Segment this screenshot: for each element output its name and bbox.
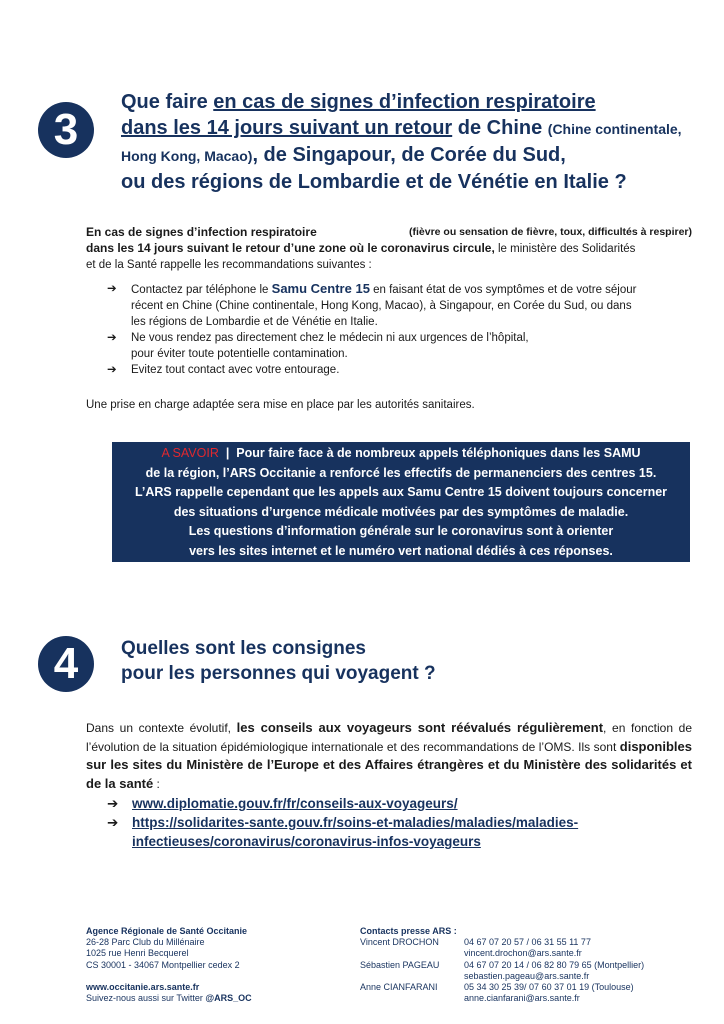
arrow-right-icon: ➔ [107,796,119,811]
bullet-text: Ne vous rendez pas directement chez le médecin ni aux urgences de l’hôpital, [131,332,529,344]
bullet-text: Evitez tout contact avec votre entourage. [131,364,340,376]
title-text: Que faire [121,91,214,113]
intro-symptoms-text: (fièvre ou sensation de fièvre, toux, difficultés à respirer) [409,226,692,238]
twitter-text: Suivez-nous aussi sur Twitter [86,993,206,1004]
note-line: Les questions d’information générale sur le coronavirus sont à orienter [188,524,614,539]
link-line: https://solidarites-sante.gouv.fr/soins-et-maladies/maladies/maladies- [132,815,579,830]
samu-highlight: Samu Centre 15 [271,281,370,296]
bullet-text: récent en Chine (Chine continentale, Hong Kong, Macao), à Singapour, en Corée du Sud, ou dans [131,300,632,312]
a-savoir-note [112,442,690,562]
footer-contacts [360,926,690,1004]
a-savoir-label: A SAVOIR [161,446,219,460]
website-link[interactable]: www.occitanie.ars.sante.fr [86,981,200,992]
title-text: de Chine [452,117,548,139]
arrow-right-icon: ➔ [107,364,117,376]
footer-organization [86,926,346,1004]
title-text: Hong Kong, Macao) [121,148,253,164]
note-line: Pour faire face à de nombreux appels téléphoniques dans les SAMU [236,446,641,460]
address-line: CS 30001 - 34067 Montpellier cedex 2 [86,959,240,970]
list-item [107,362,697,378]
diplomatie-link[interactable]: www.diplomatie.gouv.fr/fr/conseils-aux-voyageurs/ [132,796,458,811]
arrow-right-icon: ➔ [107,815,119,830]
separator: | [218,446,237,460]
section-number-4-text: 4 [53,639,79,688]
title-text: (Chine continentale, [547,121,682,137]
section-4-paragraph [86,719,692,793]
section-4-title [121,636,681,686]
para-text: , en fonction de l’évolution de la situation épidémiologique internationale et des recommandations de l’OMS. Ils sont [86,721,693,754]
address-line: 1025 rue Henri Becquerel [86,948,189,959]
section-3-intro [86,224,692,273]
contact-row [360,982,690,1004]
recommendation-list [107,281,697,378]
org-name: Agence Régionale de Santé Occitanie [86,926,248,936]
intro-text: le ministère des Solidarités [494,243,636,255]
contacts-heading: Contacts presse ARS : [360,926,457,936]
contact-name: Vincent DROCHON [360,937,439,948]
list-item [107,281,697,330]
intro-bold-text: En cas de signes d’infection respiratoire [86,225,317,239]
title-text: pour les personnes qui voyagent ? [121,663,436,684]
section-number-4 [38,636,94,692]
note-line: L’ARS rappelle cependant que les appels aux Samu Centre 15 doivent toujours concerner [134,485,668,500]
contact-row [360,937,690,959]
contact-row [360,960,690,982]
intro-text: et de la Santé rappelle les recommandations suivantes : [86,259,372,271]
title-text: en cas de signes d’infection respiratoire [213,91,596,113]
title-text: , de Singapour, de Corée du Sud, [252,144,566,166]
intro-bold-text: dans les 14 jours suivant le retour d’une zone où le coronavirus circule, [86,241,495,255]
contact-email[interactable]: anne.cianfarani@ars.sante.fr [464,993,580,1004]
arrow-right-icon: ➔ [107,332,117,344]
note-line: vers les sites internet et le numéro vert national dédiés à ces réponses. [189,543,613,558]
para-text: : [153,776,160,791]
travel-links [107,794,697,851]
title-text: Quelles sont les consignes [121,638,366,659]
section-3-closing: Une prise en charge adaptée sera mise en place par les autorités sanitaires. [86,399,475,411]
twitter-handle[interactable]: @ARS_OC [205,993,252,1004]
contact-phone: 04 67 07 20 14 / 06 82 80 79 65 (Montpellier) [464,959,645,970]
note-line: des situations d’urgence médicale motivées par des symptômes de maladie. [173,504,629,519]
section-number-3-text: 3 [53,105,79,154]
para-bold-text: disponibles sur les sites du Ministère de l’Europe et des Affaires étrangères et du Ministère des solidarités et de la santé [86,738,692,791]
title-text: ou des régions de Lombardie et de Vénétie en Italie ? [121,171,627,193]
list-item [107,330,697,362]
para-text: Dans un contexte évolutif, [86,721,237,735]
contact-phone: 05 34 30 25 39/ 07 60 37 01 19 (Toulouse) [464,982,634,993]
section-number-3 [38,102,94,158]
solidarites-sante-link[interactable] [132,815,578,849]
link-line: infectieuses/coronavirus/coronavirus-infos-voyageurs [132,834,481,849]
list-item [107,813,697,851]
contact-email[interactable]: vincent.drochon@ars.sante.fr [464,948,582,959]
bullet-text: en faisant état de vos symptômes et de votre séjour [369,284,637,296]
bullet-text: les régions de Lombardie et de Vénétie en Italie. [131,316,378,328]
bullet-text: Contactez par téléphone le [131,284,272,296]
contact-name: Sébastien PAGEAU [360,959,440,970]
arrow-right-icon: ➔ [107,283,117,295]
list-item [107,794,697,813]
address-line: 26-28 Parc Club du Millénaire [86,937,205,948]
note-line: de la région, l’ARS Occitanie a renforcé les effectifs de permanenciers des centres 15. [145,465,657,480]
contact-name: Anne CIANFARANI [360,982,438,993]
contact-email[interactable]: sebastien.pageau@ars.sante.fr [464,970,590,981]
section-3-title [121,89,701,195]
title-text: dans les 14 jours suivant un retour [121,117,453,139]
bullet-text: pour éviter toute potentielle contamination. [131,348,348,360]
contact-phone: 04 67 07 20 57 / 06 31 55 11 77 [464,937,591,948]
para-bold-text: les conseils aux voyageurs sont réévalués régulièrement [236,720,604,735]
